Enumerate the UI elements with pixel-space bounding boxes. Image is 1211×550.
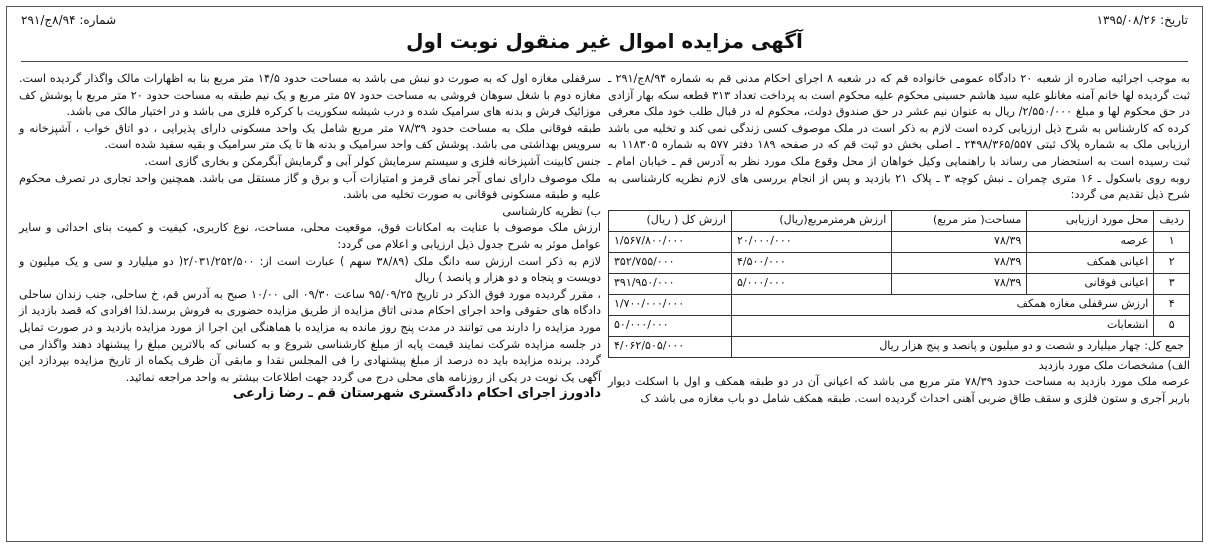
row-number: ۲ <box>1154 252 1190 273</box>
paragraph-kitchen: جنس کابینت آشپزخانه فلزی و سیستم سرمایش کولر آبی و گرمایش آبگرمکن و بخاری گازی است. <box>144 154 601 168</box>
row-total-value: ۱/۵۶۷/۸۰۰/۰۰۰ <box>609 231 732 252</box>
row-number: ۳ <box>1154 273 1190 294</box>
table-row <box>609 231 1190 252</box>
title-divider <box>21 61 1188 62</box>
sum-value: ۴/۰۶۲/۵۰۵/۰۰۰ <box>609 336 732 357</box>
paragraph-shops: سرقفلی مغازه اول که به صورت دو نبش می باشد به مساحت حدود ۱۴/۵ متر مربع بنا به اظهارات مالک واگذار گردیده است. مغازه دوم با شغل سوهان فروشی به مساحت حدود ۵۷ متر مربع و یک نیم طبقه به مساحت حدود ۲۰ متر مربع با پوشش کف موزائیک فرش و بدنه های سرامیک شده و درب شیشه سکوریت با کرکره فلزی می باشد و در اختیار مالک می باشد. <box>19 72 602 119</box>
right-column <box>608 71 1190 408</box>
row-unit-value: ۴/۵۰۰/۰۰۰ <box>731 252 891 273</box>
specs-paragraph: عرصه ملک مورد بازدید به مساحت حدود ۷۸/۳۹ متر مربع می باشد که اعیانی آن در دو طبقه همکف و اول با اسکلت دیوار باربر آجری و ستون فلزی و سقف طاق ضربی آهنی احداث گردیده است. طبقه همکف شامل دو باب مغازه می باشد ک <box>608 375 1190 405</box>
row-area: ۷۸/۳۹ <box>892 252 1027 273</box>
paragraph-facade: ملک موصوف دارای نمای آجر نمای قرمز و امتیازات آب و برق و گاز مستقل می باشد. همچنین واحد تجاری در تصرف محکوم علیه و طبقه مسکونی فوقانی به صورت تخلیه می باشد. <box>19 171 601 202</box>
row-total-value: ۱/۷۰۰/۰۰۰/۰۰۰ <box>609 294 732 315</box>
row-unit-value: ۲۰/۰۰۰/۰۰۰ <box>731 231 891 252</box>
specs-heading: الف) مشخصات ملک مورد بازدید <box>1038 358 1190 372</box>
expert-opinion-heading: ب) نظریه کارشناسی <box>502 204 601 218</box>
paragraph-half-share: لازم به ذکر است ارزش سه دانگ ملک (۳۸/۸۹ سهم ) عبارت است از: ۲/۰۳۱/۲۵۲/۵۰۰( دو میلیارد و سی و یک میلیون و دویست و پنجاه و دو هزار و پانصد ) ریال <box>19 254 602 285</box>
header-cell: ارزش کل ( ریال) <box>609 210 732 231</box>
header-cell: ردیف <box>1154 210 1190 231</box>
row-total-value: ۳۵۲/۷۵۵/۰۰۰ <box>609 252 732 273</box>
row-place: عرصه <box>1027 231 1154 252</box>
signature: دادورز اجرای احکام دادگستری شهرستان قم ـ رضا زارعی <box>232 386 601 402</box>
table-sum-row <box>609 336 1190 357</box>
valuation-table <box>608 210 1190 358</box>
table-header-row <box>609 210 1190 231</box>
paragraph-upper-floor: طبقه فوقانی ملک به مساحت حدود ۷۸/۳۹ متر مربع شامل یک واحد مسکونی دارای پذیرایی ، دو اتاق خواب ، آشپزخانه و سرویس بهداشتی می باشد. پوشش کف واحد سرامیک و بدنه ها تا یک متر سرامیک و بقیه سفید شده است. <box>19 121 601 152</box>
row-total-value: ۳۹۱/۹۵۰/۰۰۰ <box>609 273 732 294</box>
table-row <box>609 315 1190 336</box>
header-cell: مساحت( متر مربع) <box>892 210 1027 231</box>
row-number: ۱ <box>1154 231 1190 252</box>
row-total-value: ۵۰/۰۰۰/۰۰۰ <box>609 315 732 336</box>
row-unit-value: ۵/۰۰۰/۰۰۰ <box>731 273 891 294</box>
header-cell: ارزش هرمترمربع(ریال) <box>731 210 891 231</box>
row-area: ۷۸/۳۹ <box>892 231 1027 252</box>
row-number: ۵ <box>1154 315 1190 336</box>
row-area: ۷۸/۳۹ <box>892 273 1027 294</box>
header-cell: محل مورد ارزیابی <box>1027 210 1154 231</box>
notice-title: آگهی مزایده اموال غیر منقول نوبت اول <box>406 29 803 53</box>
sum-label: جمع کل: چهار میلیارد و شصت و دو میلیون و پانصد و پنج هزار ریال <box>731 336 1189 357</box>
row-place: اعیانی فوقانی <box>1027 273 1154 294</box>
table-row <box>609 273 1190 294</box>
row-label: ارزش سرقفلی مغازه همکف <box>731 294 1153 315</box>
paragraph-auction-terms: ، مقرر گردیده مورد فوق الذکر در تاریخ ۹۵/۰۹/۲۵ ساعت ۰۹/۳۰ الی ۱۰/۰۰ صبح به آدرس قم، خ ساحلی، جنب زندان ساحلی دادگاه های حقوقی واحد اجرای احکام مدنی اتاق مزایده از طریق مزایده حضوری به فروش برسد.لذا افرادی که قصد بازدید از مورد مزایده را دارند می توانند در مدت پنج روز مانده به مزایده با هماهنگی این اجرا از مورد مزایده بازدید و در صورت تمایل در جلسه مزایده شرکت نمایند قیمت پایه از مبلغ کارشناسی شروع و به کسانی که بالاترین مبلغ را پیشنهاد دهند واگذار می گردد. برنده مزایده باید ده درصد از مبلغ پیشنهادی را فی المجلس نقدا و مابقی آن ظرف یکماه از تاریخ مزایده بپردازد این آگهی یک نوبت در یکی از روزنامه های محلی درج می گردد جهت اطلاعات بیشتر به واحد مراجعه نمائید. <box>19 287 601 384</box>
row-number: ۴ <box>1154 294 1190 315</box>
notice-number: شماره: ۸/۹۴ج/۲۹۱ <box>21 13 117 27</box>
table-row <box>609 252 1190 273</box>
paragraph-valuation: ارزش ملک موصوف با عنایت به امکانات فوق، موقعیت محلی، مساحت، نوع کاربری، کیفیت و کمیت بنای احداثی و سایر عوامل موثر به شرح جدول ذیل ارزیابی و اعلام می گردد: <box>19 221 601 251</box>
row-label: انشعابات <box>731 315 1153 336</box>
row-place: اعیانی همکف <box>1027 252 1154 273</box>
intro-paragraph: به موجب اجرائیه صادره از شعبه ۲۰ دادگاه عمومی خانواده قم که در شعبه ۸ اجرای احکام مدنی قم به شماره ۸/۹۴ج/۲۹۱ ـ ثبت گردیده لها خانم آمنه مغانلو علیه سید هاشم حسینی محکوم علیه محکوم است به پرداخت تعداد ۳۱۳ قطعه سکه بهار آزادی در حق محکوم لها و مبلغ ۲/۵۵۰/۰۰۰/ ریال به عنوان نیم عشر در حق صندوق دولت، محکوم له در قبال طلب خود ملک معرفی کرده که کارشناس به شرح ذیل ارزیابی کرده است لازم به ذکر است در ملک موصوف کسی زندگی نمی کند و تخلیه می باشد ارزیابی ملک به شماره پلاک ثبتی ۲۴۹۸/۳۶۵/۵۵۷ ـ اصلی بخش دو ثبت قم که در صفحه ۱۸۹ دفتر ۵۷۷ به شماره ۱۱۸۳۰۵ به ثبت رسیده است به استحضار می رساند با راهنمایی وکیل خواهان از محل وقوع ملک مورد نظر به آدرس قم ـ خیابان امام ـ روبه روی باسکول ـ ۱۶ متری چمران ـ نبش کوچه ۳ ـ پلاک ۲۱ بازدید و پس از انجام بررسی های لازم نظریه کارشناسی به شرح ذیل تقدیم می گردد: <box>608 72 1190 202</box>
notice-page <box>6 6 1203 542</box>
table-row <box>609 294 1190 315</box>
left-column <box>19 71 601 403</box>
notice-date: تاریخ: ۱۳۹۵/۰۸/۲۶ <box>1096 13 1188 27</box>
